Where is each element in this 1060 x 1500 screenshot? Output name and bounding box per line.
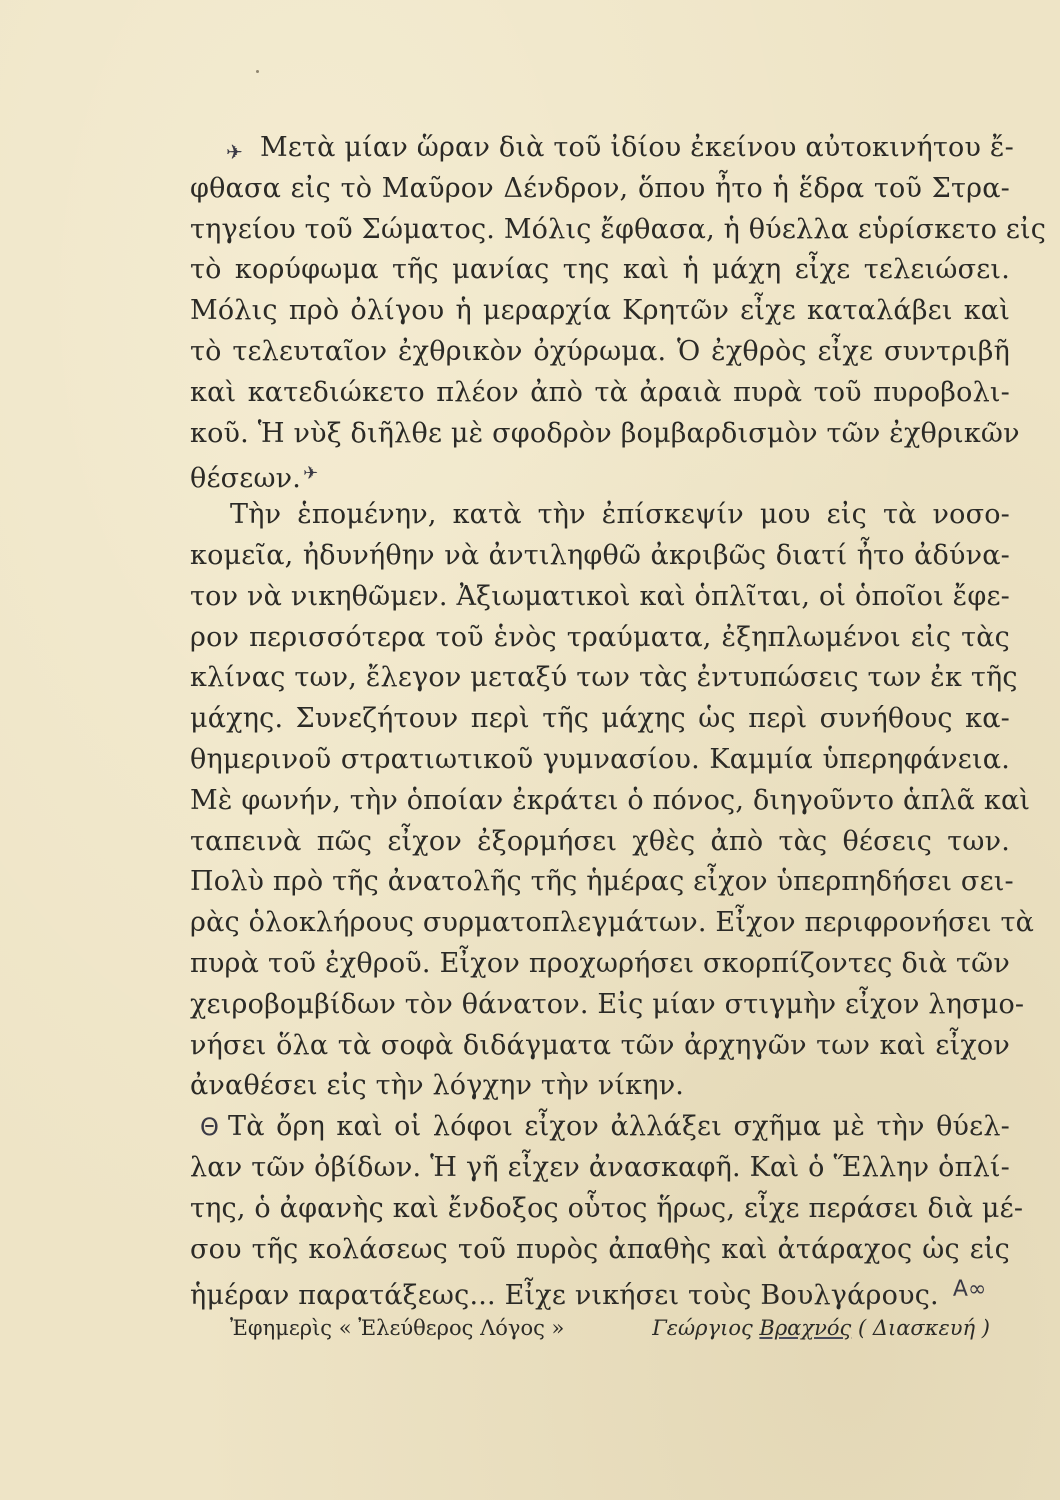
text-line bbox=[190, 903, 1035, 944]
theta-mark-icon: Θ bbox=[200, 1113, 220, 1142]
source-citation: Ἐφημερὶς « Ἐλεύθερος Λόγος » bbox=[230, 1316, 565, 1340]
text-line bbox=[190, 536, 1010, 577]
line-text: Πολὺ πρὸ τῆς ἀνατολῆς τῆς ἡμέρας εἶχον ὑπερπηδήσει σει- bbox=[190, 866, 1014, 898]
text-line bbox=[190, 1026, 1010, 1067]
text-line bbox=[190, 291, 1010, 332]
line-text: σου τῆς κολάσεως τοῦ πυρὸς ἀπαθὴς καὶ ἀτάραχος ὡς εἰς bbox=[190, 1233, 1010, 1265]
text-line bbox=[190, 740, 1010, 781]
text-line bbox=[190, 210, 1047, 251]
line-text: θέσεων. bbox=[190, 463, 302, 495]
text-line bbox=[190, 618, 1010, 659]
line-text: ρον περισσότερα τοῦ ἑνὸς τραύματα, ἐξηπλωμένοι εἰς τὰς bbox=[190, 621, 1010, 653]
line-text: τον νὰ νικηθῶμεν. Ἀξιωματικοὶ καὶ ὁπλῖται, οἱ ὁποῖοι ἔφε- bbox=[190, 580, 1010, 612]
line-text: Τὰ ὄρη καὶ οἱ λόφοι εἶχον ἀλλάξει σχῆμα μὲ τὴν θύελ- bbox=[228, 1111, 1010, 1143]
author-last-name: Βραχνός bbox=[759, 1316, 852, 1340]
text-line bbox=[190, 1148, 1010, 1189]
line-text: ἡμέραν παρατάξεως... Εἶχε νικήσει τοὺς Βουλγάρους. bbox=[190, 1280, 939, 1312]
line-text: τὸ τελευταῖον ἐχθρικὸν ὀχύρωμα. Ὁ ἐχθρὸς εἶχε συντριβῆ bbox=[190, 335, 1010, 367]
line-text: ταπεινὰ πῶς εἶχον ἐξορμήσει χθὲς ἀπὸ τὰς θέσεις των. bbox=[190, 825, 1010, 857]
text-line bbox=[190, 822, 1010, 863]
text-line bbox=[190, 1230, 1010, 1271]
text-line bbox=[190, 577, 1010, 618]
line-text: θημερινοῦ στρατιωτικοῦ γυμνασίου. Καμμία ὑπερηφάνεια. bbox=[190, 743, 1010, 775]
handwritten-end-mark-icon: Α∞ bbox=[952, 1277, 987, 1303]
line-text: τηγείου τοῦ Σώματος. Μόλις ἔφθασα, ἡ θύελλα εὑρίσκετο εἰς bbox=[190, 213, 1047, 245]
article-footer bbox=[230, 1316, 990, 1340]
line-text: της, ὁ ἀφανὴς καὶ ἔνδοξος οὗτος ἥρως, εἶχε περάσει διὰ μέ- bbox=[190, 1192, 1024, 1224]
line-text: χειροβομβίδων τὸν θάνατον. Εἰς μίαν στιγμὴν εἶχον λησμο- bbox=[190, 988, 1025, 1020]
paragraph-3 bbox=[190, 1107, 1024, 1312]
start-mark-icon: ✈ bbox=[226, 140, 243, 164]
text-line bbox=[190, 169, 1010, 210]
line-text: καὶ κατεδιώκετο πλέον ἀπὸ τὰ ἀραιὰ πυρὰ τοῦ πυροβολι- bbox=[190, 376, 1010, 408]
line-text: πυρὰ τοῦ ἐχθροῦ. Εἶχον προχωρήσει σκορπίζοντες διὰ τῶν bbox=[190, 947, 1010, 979]
text-line bbox=[190, 495, 1010, 536]
text-line bbox=[190, 373, 1010, 414]
line-text: Τὴν ἑπομένην, κατὰ τὴν ἐπίσκεψίν μου εἰς τὰ νοσο- bbox=[230, 499, 1010, 531]
line-text: κοῦ. Ἡ νὺξ διῆλθε μὲ σφοδρὸν βομβαρδισμὸν τῶν ἐχθρικῶν bbox=[190, 417, 1020, 449]
paper-speck bbox=[256, 70, 259, 73]
text-line bbox=[190, 699, 1010, 740]
line-text: Μετὰ μίαν ὥραν διὰ τοῦ ἰδίου ἐκείνου αὐτοκινήτου ἔ- bbox=[260, 132, 1014, 163]
line-text: ρὰς ὁλοκλήρους συρματοπλεγμάτων. Εἶχον περιφρονήσει τὰ bbox=[190, 907, 1035, 939]
author-first-name: Γεώργιος bbox=[652, 1316, 753, 1340]
text-line bbox=[190, 781, 1031, 822]
adaptation-note: ( Διασκευή ) bbox=[857, 1316, 990, 1340]
line-text: Μὲ φωνήν, τὴν ὁποίαν ἐκράτει ὁ πόνος, διηγοῦντο ἁπλᾶ καὶ bbox=[190, 784, 1031, 816]
author-credit bbox=[652, 1316, 990, 1340]
text-line bbox=[190, 332, 1010, 373]
text-line bbox=[190, 454, 1010, 495]
text-line bbox=[190, 862, 1014, 903]
line-text: ἀναθέσει εἰς τὴν λόγχην τὴν νίκην. bbox=[190, 1070, 685, 1102]
text-line bbox=[190, 1189, 1024, 1230]
text-line bbox=[190, 985, 1025, 1026]
line-text: κλίνας των, ἔλεγον μεταξύ των τὰς ἐντυπώσεις των ἐκ τῆς bbox=[190, 662, 1018, 694]
line-text: Μόλις πρὸ ὀλίγου ἡ μεραρχία Κρητῶν εἶχε καταλάβει καὶ bbox=[190, 295, 1010, 327]
text-line bbox=[190, 414, 1020, 455]
text-line bbox=[190, 250, 1010, 291]
line-text: λαν τῶν ὀβίδων. Ἡ γῆ εἶχεν ἀνασκαφῆ. Καὶ ὁ Ἕλλην ὁπλί- bbox=[190, 1151, 1010, 1183]
line-text: μάχης. Συνεζήτουν περὶ τῆς μάχης ὡς περὶ συνήθους κα- bbox=[190, 703, 1010, 735]
paragraph-1 bbox=[190, 128, 1047, 495]
text-line bbox=[188, 128, 1014, 169]
text-line bbox=[166, 1107, 1010, 1148]
line-text: κομεῖα, ἠδυνήθην νὰ ἀντιληφθῶ ἀκριβῶς διατί ἦτο ἀδύνα- bbox=[190, 539, 1010, 571]
paragraph-2 bbox=[190, 495, 1035, 1107]
end-mark-icon: ✈ bbox=[303, 463, 319, 485]
article-body bbox=[190, 128, 1047, 1312]
text-line bbox=[190, 1066, 1010, 1107]
text-line bbox=[190, 944, 1010, 985]
line-text: τὸ κορύφωμα τῆς μανίας της καὶ ἡ μάχη εἶχε τελειώσει. bbox=[190, 254, 1010, 286]
text-line bbox=[190, 1270, 1010, 1311]
line-text: νήσει ὅλα τὰ σοφὰ διδάγματα τῶν ἀρχηγῶν των καὶ εἶχον bbox=[190, 1029, 1010, 1061]
line-text: φθασα εἰς τὸ Μαῦρον Δένδρον, ὅπου ἦτο ἡ ἕδρα τοῦ Στρα- bbox=[190, 172, 1010, 204]
text-line bbox=[190, 658, 1018, 699]
